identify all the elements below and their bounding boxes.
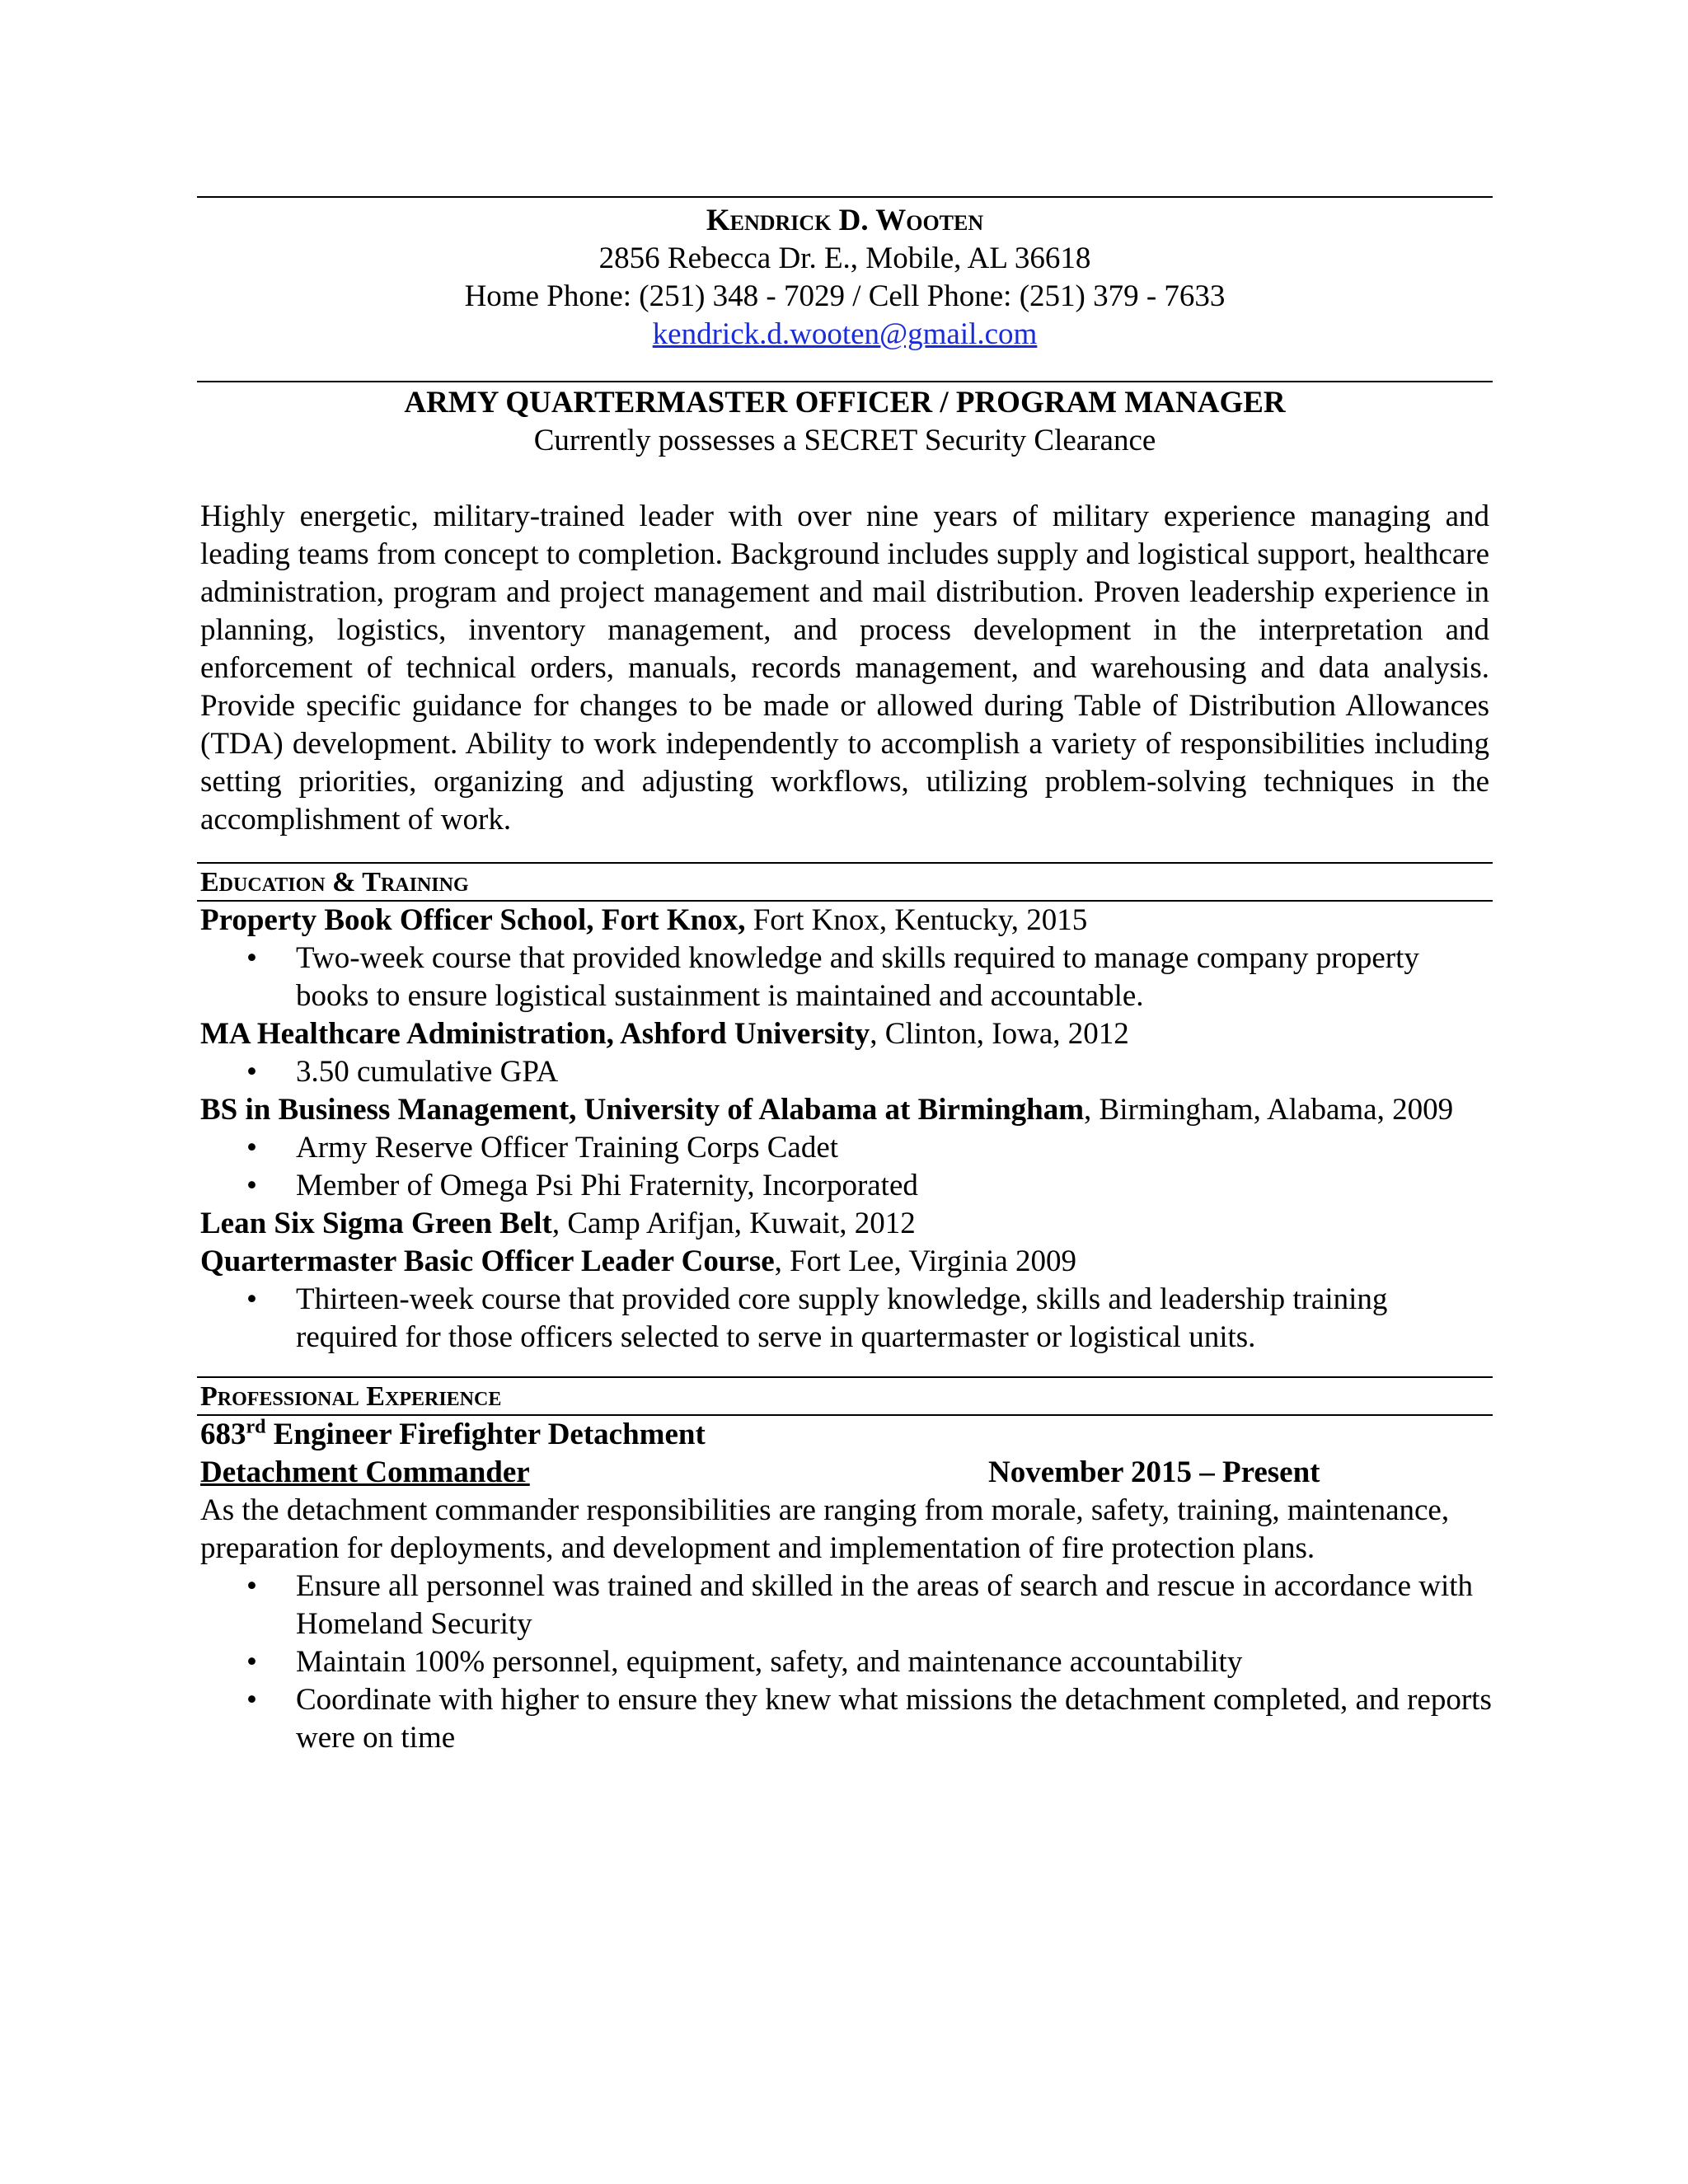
- position-bullets: [197, 1568, 1493, 1757]
- position-line: [197, 1454, 1493, 1492]
- candidate-name: Kendrick D. Wooten: [706, 204, 984, 237]
- header-top-rule: [197, 196, 1493, 198]
- bullet-text: Ensure all personnel was trained and skilled in the areas of search and rescue in accordance with Homeland Security: [296, 1569, 1474, 1641]
- bullet-icon: •: [246, 1169, 257, 1202]
- bullet-text: Thirteen-week course that provided core supply knowledge, skills and leadership training required for those officers selected to serve in quartermaster or logistical units.: [296, 1282, 1388, 1354]
- education-entry-name: Lean Six Sigma Green Belt: [200, 1207, 552, 1240]
- position-dates: November 2015 – Present: [988, 1455, 1320, 1489]
- phone-numbers: Home Phone: (251) 348 - 7029 / Cell Phone: (251) 379 - 7633: [464, 279, 1226, 313]
- resume-content: [197, 0, 1493, 1757]
- bullet-icon: •: [246, 1645, 257, 1679]
- education-entry-detail: , Camp Arifjan, Kuwait, 2012: [551, 1207, 916, 1240]
- bullet-text: 3.50 cumulative GPA: [296, 1055, 559, 1089]
- bullet-text: Member of Omega Psi Phi Fraternity, Incorporated: [296, 1169, 918, 1202]
- email-line: [197, 316, 1493, 354]
- bullet-icon: •: [246, 1282, 257, 1316]
- education-entry: [197, 1243, 1493, 1281]
- list-item: [197, 1681, 1493, 1757]
- education-entry-detail: Fort Knox, Kentucky, 2015: [745, 903, 1088, 937]
- position-title: Detachment Commander: [200, 1455, 530, 1489]
- list-item: [197, 1167, 1493, 1205]
- experience-section-title: Professional Experience: [200, 1381, 502, 1412]
- education-entry-bullets: [197, 1129, 1493, 1205]
- education-entry: [197, 902, 1493, 940]
- address: 2856 Rebecca Dr. E., Mobile, AL 36618: [598, 241, 1091, 275]
- bullet-icon: •: [246, 1131, 257, 1165]
- email-link[interactable]: kendrick.d.wooten@gmail.com: [652, 317, 1038, 351]
- education-entry: [197, 1205, 1493, 1243]
- bullet-icon: •: [246, 1683, 257, 1717]
- bullet-text: Two-week course that provided knowledge and skills required to manage company property books to ensure logistical sustainment is maintained and accountable.: [296, 941, 1419, 1013]
- unit-name-text: Engineer Firefighter Detachment: [265, 1418, 706, 1451]
- list-item: [197, 1129, 1493, 1167]
- unit-number: 683: [200, 1418, 246, 1451]
- education-top-rule: [197, 862, 1493, 864]
- education-entry-name: Quartermaster Basic Officer Leader Course: [200, 1244, 775, 1278]
- bullet-text: Coordinate with higher to ensure they knew what missions the detachment completed, and reports were on time: [296, 1683, 1492, 1755]
- education-entry-bullets: [197, 940, 1493, 1015]
- unit-name: [197, 1416, 1493, 1454]
- list-item: [197, 1643, 1493, 1681]
- education-entry-bullets: [197, 1281, 1493, 1357]
- bullet-text: Army Reserve Officer Training Corps Cadet: [296, 1131, 839, 1165]
- education-entry: [197, 1015, 1493, 1053]
- list-item: [197, 1568, 1493, 1643]
- unit-number-suffix: rd: [246, 1416, 266, 1438]
- list-item: [197, 940, 1493, 1015]
- bullet-icon: •: [246, 941, 257, 975]
- headline-title: ARMY QUARTERMASTER OFFICER / PROGRAM MANAGER: [404, 386, 1286, 419]
- list-item: [197, 1053, 1493, 1091]
- education-entry-bullets: [197, 1053, 1493, 1091]
- bullet-icon: •: [246, 1055, 257, 1089]
- summary-paragraph: Highly energetic, military-trained leader with over nine years of military experience managing and leading teams from concept to completion. Background includes supply and logistical support, healthcare administration, program and project management and mail distribution. Proven leadership experience in planning, logistics, inventory management, and process development in the interpretation and enforcement of technical orders, manuals, records management, and warehousing and data analysis. Provide specific guidance for changes to be made or allowed during Table of Distribution Allowances (TDA) development. Ability to work independently to accomplish a variety of responsibilities including setting priorities, organizing and adjusting workflows, utilizing problem-solving techniques in the accomplishment of work.: [200, 499, 1489, 837]
- experience-top-rule: [197, 1376, 1493, 1378]
- clearance-line: Currently possesses a SECRET Security Clearance: [533, 424, 1156, 457]
- education-entry: [197, 1091, 1493, 1129]
- education-entry-name: MA Healthcare Administration, Ashford University: [200, 1017, 870, 1051]
- bullet-icon: •: [246, 1569, 257, 1603]
- education-section-title: Education & Training: [200, 867, 469, 898]
- education-entry-detail: , Birmingham, Alabama, 2009: [1084, 1093, 1454, 1127]
- list-item: [197, 1281, 1493, 1357]
- bullet-text: Maintain 100% personnel, equipment, safety, and maintenance accountability: [296, 1645, 1243, 1679]
- education-entry-detail: , Clinton, Iowa, 2012: [870, 1017, 1129, 1051]
- position-description: As the detachment commander responsibilities are ranging from morale, safety, training, maintenance, preparation for deployments, and development and implementation of fire protection plans.: [200, 1493, 1450, 1565]
- education-entry-name: BS in Business Management, University of Alabama at Birmingham: [200, 1093, 1085, 1127]
- headline-top-rule: [197, 381, 1493, 382]
- education-entry-name: Property Book Officer School, Fort Knox,: [200, 903, 746, 937]
- education-entry-detail: , Fort Lee, Virginia 2009: [774, 1244, 1077, 1278]
